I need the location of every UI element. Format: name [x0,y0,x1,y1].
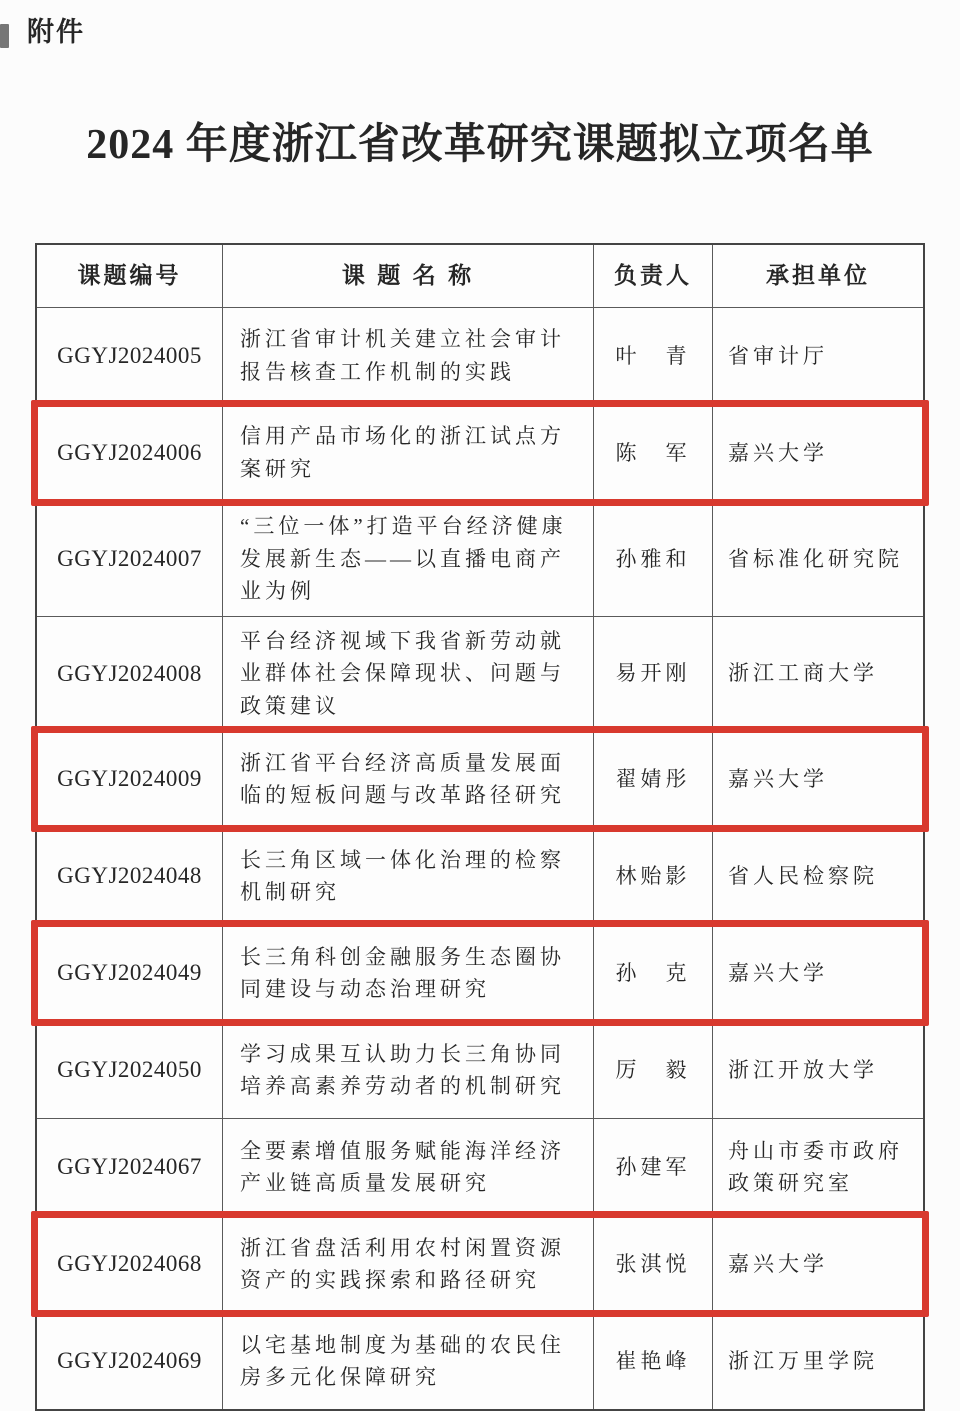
cell-title: 学习成果互认助力长三角协同培养高素养劳动者的机制研究 [222,1022,593,1118]
cell-unit: 浙江工商大学 [712,617,923,731]
cell-unit: 嘉兴大学 [712,731,923,827]
cell-code: GGYJ2024048 [57,863,202,889]
cell-code: GGYJ2024049 [57,960,202,986]
table-row [37,404,923,501]
scan-artifact [0,24,9,48]
page-title: 2024 年度浙江省改革研究课题拟立项名单 [86,122,874,168]
cell-person: 翟婧彤 [593,731,712,827]
header-cell-title: 课 题 名 称 [222,245,593,307]
cell-unit: 浙江开放大学 [712,1022,923,1118]
table-row [37,1118,923,1215]
cell-code: GGYJ2024009 [57,766,202,792]
cell-title: 以宅基地制度为基础的农民住房多元化保障研究 [222,1313,593,1409]
cell-title: 浙江省盘活利用农村闲置资源资产的实践探索和路径研究 [222,1216,593,1312]
cell-unit: 嘉兴大学 [712,405,923,501]
table-row [37,616,923,731]
attachment-label: 附件 [27,17,85,47]
table-row [37,827,923,924]
cell-person: 孙建军 [593,1119,712,1215]
cell-code: GGYJ2024007 [57,546,202,571]
cell-title: 信用产品市场化的浙江试点方案研究 [222,405,593,501]
table-row [37,307,923,404]
cell-code: GGYJ2024008 [57,660,202,686]
cell-person: 易开刚 [593,617,712,731]
header-cell-person: 负责人 [593,245,712,307]
table-row [37,1215,923,1312]
header-cell-code: 课题编号 [77,262,182,289]
table-row [37,924,923,1021]
cell-code: GGYJ2024069 [57,1348,202,1374]
table-row [37,730,923,827]
table-row [37,1021,923,1118]
cell-code: GGYJ2024067 [57,1154,202,1180]
cell-person: 林贻影 [593,828,712,924]
cell-person: 孙雅和 [593,502,712,616]
cell-unit: 省标准化研究院 [712,502,923,616]
cell-title: 浙江省平台经济高质量发展面临的短板问题与改革路径研究 [222,731,593,827]
cell-code: GGYJ2024050 [57,1057,202,1083]
cell-title: 全要素增值服务赋能海洋经济产业链高质量发展研究 [222,1119,593,1215]
cell-title: 浙江省审计机关建立社会审计报告核查工作机制的实践 [222,308,593,404]
cell-unit: 嘉兴大学 [712,925,923,1021]
cell-unit: 舟山市委市政府政策研究室 [712,1119,923,1215]
cell-code: GGYJ2024006 [57,440,202,466]
cell-person: 崔艳峰 [593,1313,712,1409]
cell-title: “三位一体”打造平台经济健康发展新生态——以直播电商产业为例 [222,502,593,616]
cell-title: 长三角区域一体化治理的检察机制研究 [222,828,593,924]
cell-code: GGYJ2024005 [57,343,202,369]
cell-code: GGYJ2024068 [57,1251,202,1277]
table-row [37,501,923,616]
header-cell-unit: 承担单位 [712,245,923,307]
cell-person: 张淇悦 [593,1216,712,1312]
cell-person: 厉 毅 [593,1022,712,1118]
cell-unit: 嘉兴大学 [712,1216,923,1312]
cell-unit: 省审计厅 [712,308,923,404]
cell-unit: 省人民检察院 [712,828,923,924]
table-header-row [37,245,923,307]
table-row [37,1312,923,1409]
cell-title: 长三角科创金融服务生态圈协同建设与动态治理研究 [222,925,593,1021]
cell-person: 陈 军 [593,405,712,501]
cell-person: 叶 青 [593,308,712,404]
cell-unit: 浙江万里学院 [712,1313,923,1409]
cell-title: 平台经济视域下我省新劳动就业群体社会保障现状、问题与政策建议 [222,617,593,731]
projects-table [35,243,925,1411]
cell-person: 孙 克 [593,925,712,1021]
